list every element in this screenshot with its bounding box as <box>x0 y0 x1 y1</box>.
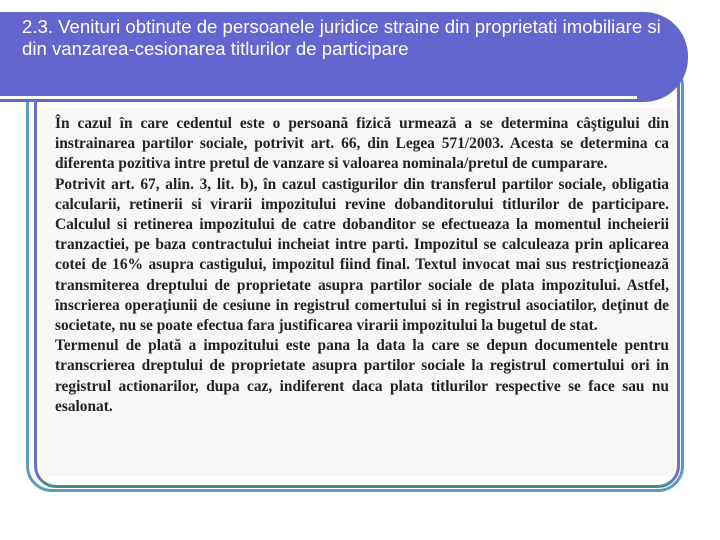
paragraph-2: Potrivit art. 67, alin. 3, lit. b), în cazul castigurilor din transferul partilor sociale, obligatia calcularii, retinerii si virarii impozitului revine dobanditorului titlurilor de participare. Calculul si retinerea impozitului de catre dobanditor se efectueaza la momentul incheierii tranzactiei, pe baza contractului incheiat intre parti. Impozitul se calculeaza prin aplicarea cotei de 16% asupra castigului, impozitul fiind final. Textul invocat mai sus restricţionează transmiterea dreptului de proprietate asupra partilor sociale de plata impozitului. Astfel, înscrierea operaţiunii de cesiune in registrul comertului si in registrul asociatilor, deţinut de societate, nu se poate efectua fara justificarea virarii impozitului la bugetul de stat. <box>55 175 669 335</box>
scanned-document <box>40 108 674 476</box>
paragraph-3: Termenul de plată a impozitului este pana la data la care se depun documentele pentru transcrierea dreptului de proprietate asupra partilor sociale la registrul comertului ori in registrul actionarilor, dupa caz, indiferent daca plata titlurilor respective se face sau nu esalonat. <box>55 337 669 415</box>
title-underline <box>0 96 637 99</box>
slide-title: 2.3. Venituri obtinute de persoanele juridice straine din proprietati imobiliare si din vanzarea-cesionarea titlurilor de participare <box>22 16 661 59</box>
document-body <box>55 114 669 417</box>
paragraph-1: În cazul în care cedentul este o persoană fizică urmează a se determina câştigului din instrainarea partilor sociale, potrivit art. 66, din Legea 571/2003. Acesta se determina ca diferenta pozitiva intre pretul de vanzare si valoarea nominala/pretul de cumparare. <box>55 115 669 173</box>
